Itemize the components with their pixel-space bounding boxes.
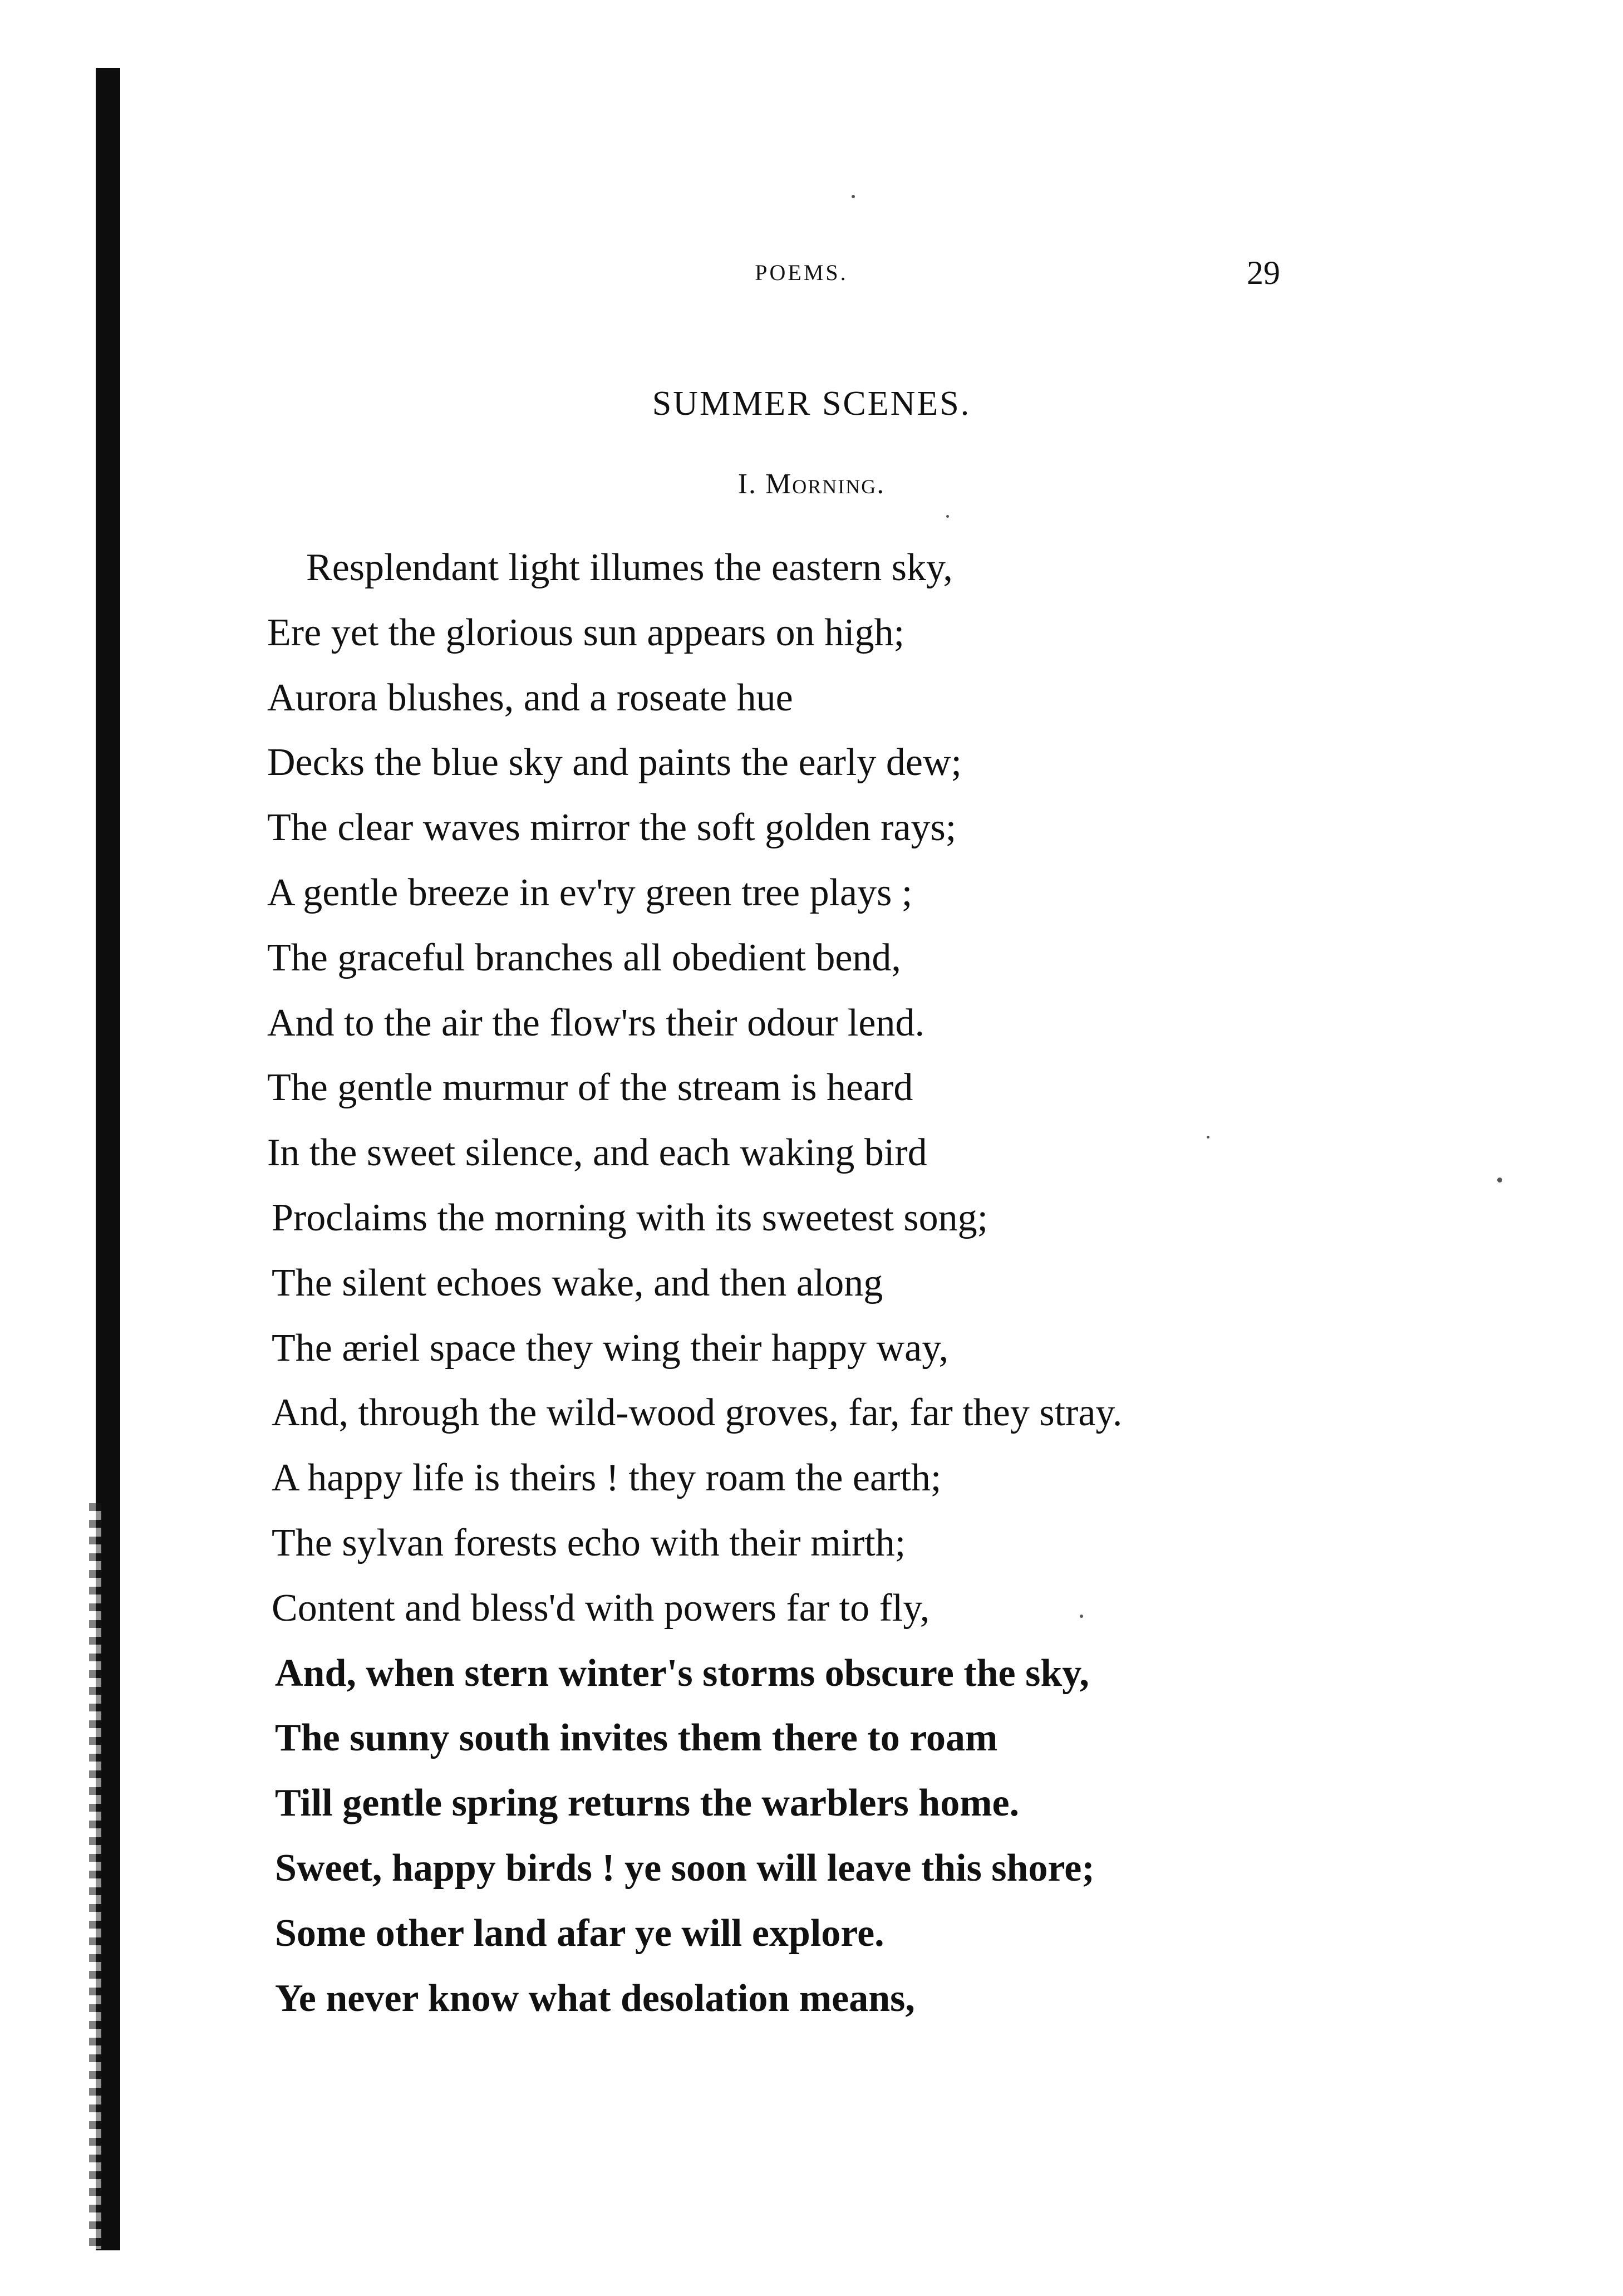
poem-verse (267, 536, 1380, 2031)
ink-speck (1497, 1178, 1502, 1183)
verse-line: Sweet, happy birds ! ye soon will leave this shore; (275, 1846, 1095, 1890)
verse-line: Some other land afar ye will explore. (275, 1911, 884, 1955)
verse-line: The clear waves mirror the soft golden rays; (267, 806, 957, 850)
verse-line: Ye never know what desolation means, (275, 1976, 915, 2020)
running-head (557, 253, 1280, 292)
running-title: POEMS. (755, 260, 848, 285)
verse-line: The sylvan forests echo with their mirth; (272, 1521, 906, 1564)
verse-line: Ere yet the glorious sun appears on high; (267, 611, 905, 654)
verse-line: The sunny south invites them there to roam (275, 1716, 998, 1760)
page-number: 29 (1247, 254, 1280, 291)
verse-line: Content and bless'd with powers far to fly, (272, 1586, 930, 1630)
verse-line: And to the air the flow'rs their odour lend. (267, 1001, 924, 1044)
page-binding-ragged-edge (89, 1503, 101, 2249)
verse-line: Decks the blue sky and paints the early dew; (267, 741, 962, 784)
ink-speck (946, 515, 949, 518)
section-title: I. Morning. (737, 468, 886, 500)
poem-title: SUMMER SCENES. (652, 385, 971, 423)
verse-line: Proclaims the morning with its sweetest song; (272, 1196, 988, 1239)
verse-line: Resplendant light illumes the eastern sky, (306, 546, 953, 589)
verse-line: And, when stern winter's storms obscure the sky, (275, 1651, 1089, 1695)
verse-line: A happy life is theirs ! they roam the earth; (272, 1456, 942, 1500)
ink-speck (852, 195, 855, 198)
verse-line: Till gentle spring returns the warblers home. (275, 1782, 1020, 1825)
verse-line: The graceful branches all obedient bend, (267, 936, 901, 979)
verse-line: Aurora blushes, and a roseate hue (267, 676, 793, 719)
verse-line: The silent echoes wake, and then along (272, 1261, 883, 1304)
verse-line: A gentle breeze in ev'ry green tree plays ; (267, 871, 913, 914)
verse-line: And, through the wild-wood groves, far, far they stray. (272, 1391, 1123, 1435)
verse-line: The æriel space they wing their happy way, (272, 1326, 949, 1370)
verse-line: In the sweet silence, and each waking bird (267, 1131, 927, 1175)
verse-line: The gentle murmur of the stream is heard (267, 1066, 913, 1110)
